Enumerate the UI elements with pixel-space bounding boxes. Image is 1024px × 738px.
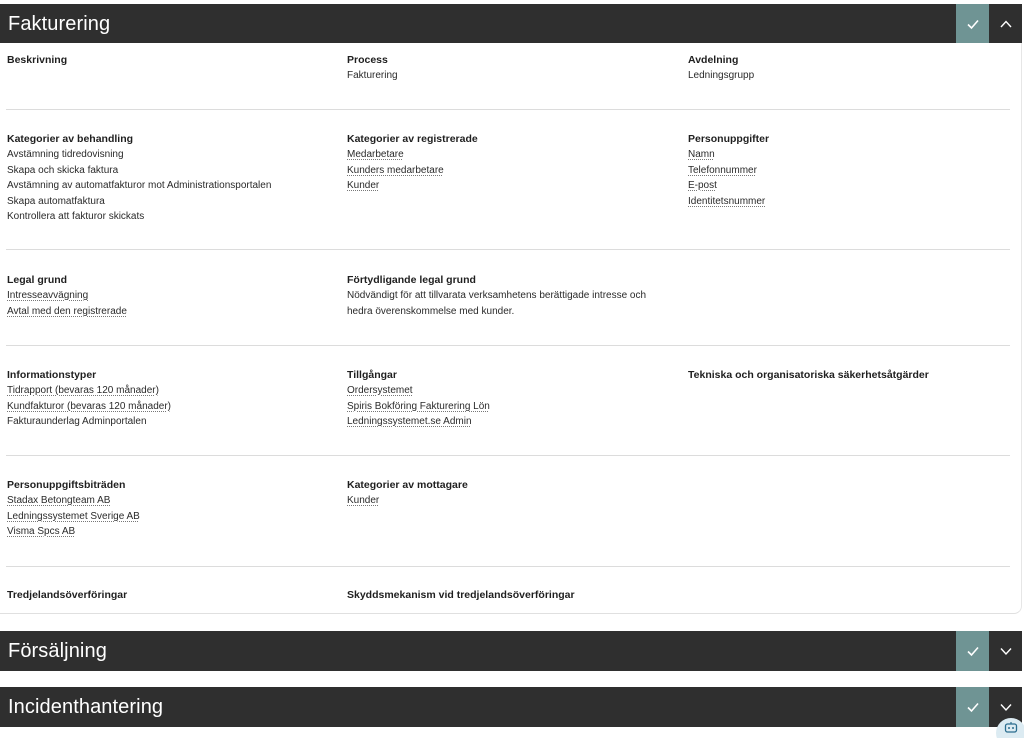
field-label: Process bbox=[347, 54, 388, 66]
link-registrerade[interactable]: Kunders medarbetare bbox=[347, 164, 444, 176]
link-tillgang[interactable]: Spiris Bokföring Fakturering Lön bbox=[347, 400, 490, 412]
list-item: Avstämning av automatfakturor mot Administrationsportalen bbox=[7, 180, 272, 191]
link-bitrade[interactable]: Stadax Betongteam AB bbox=[7, 495, 111, 506]
field-label: Förtydligande legal grund bbox=[347, 274, 476, 286]
link-personuppgift[interactable]: Namn bbox=[688, 149, 715, 160]
field-label: Kategorier av registrerade bbox=[347, 133, 478, 145]
field-label: Kategorier av mottagare bbox=[347, 479, 468, 491]
field-label: Legal grund bbox=[7, 274, 68, 286]
collapse-button[interactable] bbox=[989, 4, 1022, 44]
check-icon bbox=[966, 17, 980, 31]
field-label: Kategorier av behandling bbox=[7, 133, 134, 145]
approve-button[interactable] bbox=[956, 4, 989, 44]
link-personuppgift[interactable]: Identitetsnummer bbox=[688, 195, 766, 207]
section-title: Incidenthantering bbox=[8, 695, 164, 718]
chevron-down-icon bbox=[999, 644, 1013, 658]
approve-button[interactable] bbox=[956, 687, 989, 727]
link-registrerade[interactable]: Medarbetare bbox=[347, 149, 404, 160]
link-legal-grund[interactable]: Avtal med den registrerade bbox=[7, 305, 127, 317]
list-item: Fakturaunderlag Adminportalen bbox=[7, 416, 147, 427]
link-bitrade[interactable]: Visma Spcs AB bbox=[7, 526, 76, 537]
details-panel-fakturering bbox=[0, 43, 1022, 614]
divider bbox=[6, 345, 1010, 346]
list-item: Avstämning tidredovisning bbox=[7, 149, 124, 160]
chevron-down-icon bbox=[999, 700, 1013, 714]
link-personuppgift[interactable]: E-post bbox=[688, 180, 717, 191]
avdelning-value: Ledningsgrupp bbox=[688, 70, 755, 81]
link-bitrade[interactable]: Ledningssystemet Sverige AB bbox=[7, 510, 140, 522]
section-title: Försäljning bbox=[8, 639, 107, 662]
section-header-forsaljning[interactable] bbox=[0, 631, 1022, 671]
list-item: Kontrollera att fakturor skickats bbox=[7, 211, 145, 222]
fortydligande-value: Nödvändigt för att tillvarata verksamhetens berättigade intresse och hedra överenskommelse med kunder. bbox=[347, 290, 647, 317]
link-informationstyp[interactable]: Kundfakturor (bevaras 120 månader) bbox=[7, 400, 171, 412]
link-tillgang[interactable]: Ordersystemet bbox=[347, 385, 413, 396]
field-label: Informationstyper bbox=[7, 369, 97, 381]
list-item: Skapa automatfaktura bbox=[7, 195, 105, 207]
link-informationstyp[interactable]: Tidrapport (bevaras 120 månader) bbox=[7, 385, 159, 396]
field-label: Avdelning bbox=[688, 54, 739, 66]
divider bbox=[6, 455, 1010, 456]
link-registrerade[interactable]: Kunder bbox=[347, 180, 380, 191]
field-label: Personuppgifter bbox=[688, 133, 770, 145]
field-label: Personuppgiftsbiträden bbox=[7, 479, 126, 491]
divider bbox=[6, 566, 1010, 567]
section-header-incidenthantering[interactable] bbox=[0, 687, 1022, 727]
list-item: Skapa och skicka faktura bbox=[7, 164, 119, 176]
expand-button[interactable] bbox=[989, 631, 1022, 671]
process-value: Fakturering bbox=[347, 70, 398, 81]
field-label: Skyddsmekanism vid tredjelandsöverföringar bbox=[347, 589, 575, 601]
link-legal-grund[interactable]: Intresseavvägning bbox=[7, 290, 89, 301]
link-personuppgift[interactable]: Telefonnummer bbox=[688, 164, 757, 176]
field-label: Tillgångar bbox=[347, 369, 397, 381]
chat-bot-button[interactable] bbox=[996, 718, 1024, 738]
check-icon bbox=[966, 700, 980, 714]
divider bbox=[6, 109, 1010, 110]
field-label: Tekniska och organisatoriska säkerhetsåtgärder bbox=[688, 369, 929, 381]
field-label: Tredjelandsöverföringar bbox=[7, 589, 128, 601]
link-mottagare[interactable]: Kunder bbox=[347, 495, 380, 506]
field-label: Beskrivning bbox=[7, 54, 68, 66]
chat-bot-icon bbox=[1004, 722, 1018, 734]
approve-button[interactable] bbox=[956, 631, 989, 671]
chevron-up-icon bbox=[999, 17, 1013, 31]
section-title: Fakturering bbox=[8, 12, 111, 35]
divider bbox=[6, 249, 1010, 250]
link-tillgang[interactable]: Ledningssystemet.se Admin bbox=[347, 416, 472, 427]
check-icon bbox=[966, 644, 980, 658]
section-header-fakturering[interactable] bbox=[0, 4, 1022, 44]
